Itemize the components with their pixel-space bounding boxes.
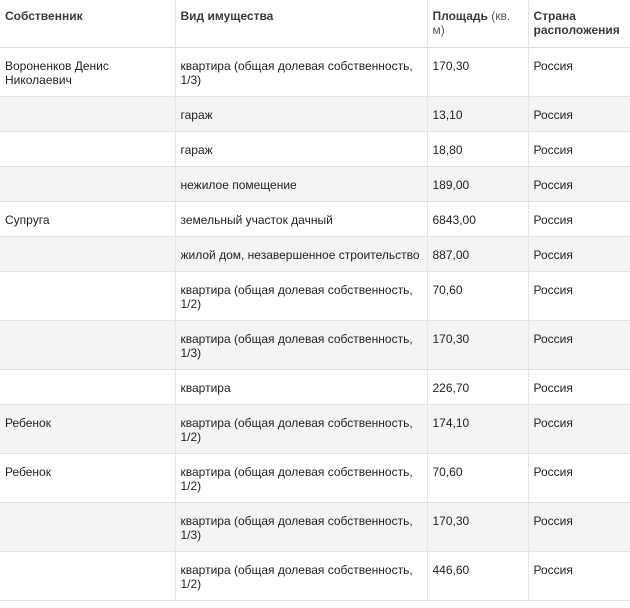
table-row xyxy=(0,201,630,236)
table-row xyxy=(0,320,630,369)
country-cell: Россия xyxy=(528,502,630,551)
property-type-cell: квартира (общая долевая собственность, 1/2) xyxy=(175,453,427,502)
area-cell: 887,00 xyxy=(427,236,528,271)
country-cell: Россия xyxy=(528,551,630,600)
table-row xyxy=(0,404,630,453)
table-row xyxy=(0,96,630,131)
table-row xyxy=(0,271,630,320)
property-type-cell: квартира xyxy=(175,369,427,404)
country-cell: Россия xyxy=(528,236,630,271)
table-row xyxy=(0,131,630,166)
country-cell: Россия xyxy=(528,453,630,502)
area-cell: 174,10 xyxy=(427,404,528,453)
header-property-type-label: Вид имущества xyxy=(180,9,274,23)
owner-cell xyxy=(0,271,175,320)
property-type-cell: квартира (общая долевая собственность, 1/3) xyxy=(175,320,427,369)
country-cell: Россия xyxy=(528,47,630,96)
owner-cell xyxy=(0,131,175,166)
owner-cell: Ребенок xyxy=(5,415,51,430)
area-cell: 170,30 xyxy=(427,47,528,96)
property-type-cell: квартира (общая долевая собственность, 1/3) xyxy=(175,47,427,96)
country-cell: Россия xyxy=(528,404,630,453)
table-row xyxy=(0,369,630,404)
property-type-cell: гараж xyxy=(175,96,427,131)
owner-cell xyxy=(0,369,175,404)
area-cell: 226,70 xyxy=(427,369,528,404)
area-cell: 6843,00 xyxy=(427,201,528,236)
owner-cell xyxy=(0,320,175,369)
property-type-cell: квартира (общая долевая собственность, 1/2) xyxy=(175,271,427,320)
table-row xyxy=(0,551,630,600)
country-cell: Россия xyxy=(528,271,630,320)
table-row xyxy=(0,236,630,271)
owner-cell: Ребенок xyxy=(5,464,51,479)
area-cell: 170,30 xyxy=(427,502,528,551)
owner-cell xyxy=(0,502,175,551)
table-row xyxy=(0,502,630,551)
area-cell: 13,10 xyxy=(427,96,528,131)
property-type-cell: нежилое помещение xyxy=(175,166,427,201)
owner-cell: Вороненков Денис Николаевич xyxy=(5,58,109,87)
owner-cell xyxy=(0,96,175,131)
owner-cell xyxy=(0,166,175,201)
country-cell: Россия xyxy=(528,201,630,236)
table-row xyxy=(0,453,630,502)
property-type-cell: квартира (общая долевая собственность, 1/2) xyxy=(175,404,427,453)
property-type-cell: жилой дом, незавершенное строительство xyxy=(175,236,427,271)
owner-cell xyxy=(0,236,175,271)
table-header xyxy=(0,0,630,47)
area-cell: 18,80 xyxy=(427,131,528,166)
table-row xyxy=(0,166,630,201)
header-property-type xyxy=(175,0,427,47)
country-cell: Россия xyxy=(528,96,630,131)
header-area-label: Площадь xyxy=(432,9,488,23)
header-owner xyxy=(0,0,175,47)
header-row xyxy=(0,0,630,47)
table-row xyxy=(0,47,630,96)
header-area xyxy=(427,0,528,47)
table-body xyxy=(0,47,630,600)
area-cell: 70,60 xyxy=(427,271,528,320)
country-cell: Россия xyxy=(528,320,630,369)
property-type-cell: земельный участок дачный xyxy=(175,201,427,236)
header-country xyxy=(528,0,630,47)
property-type-cell: квартира (общая долевая собственность, 1/2) xyxy=(175,551,427,600)
header-country-label: Страна расположения xyxy=(533,9,620,37)
header-area-unit: (кв. м) xyxy=(432,9,511,37)
area-cell: 170,30 xyxy=(427,320,528,369)
area-cell: 189,00 xyxy=(427,166,528,201)
header-owner-label: Собственник xyxy=(5,9,83,23)
owner-cell xyxy=(0,551,175,600)
owner-cell: Супруга xyxy=(5,212,50,227)
area-cell: 446,60 xyxy=(427,551,528,600)
country-cell: Россия xyxy=(528,131,630,166)
area-cell: 70,60 xyxy=(427,453,528,502)
property-type-cell: гараж xyxy=(175,131,427,166)
property-type-cell: квартира (общая долевая собственность, 1/3) xyxy=(175,502,427,551)
country-cell: Россия xyxy=(528,369,630,404)
country-cell: Россия xyxy=(528,166,630,201)
